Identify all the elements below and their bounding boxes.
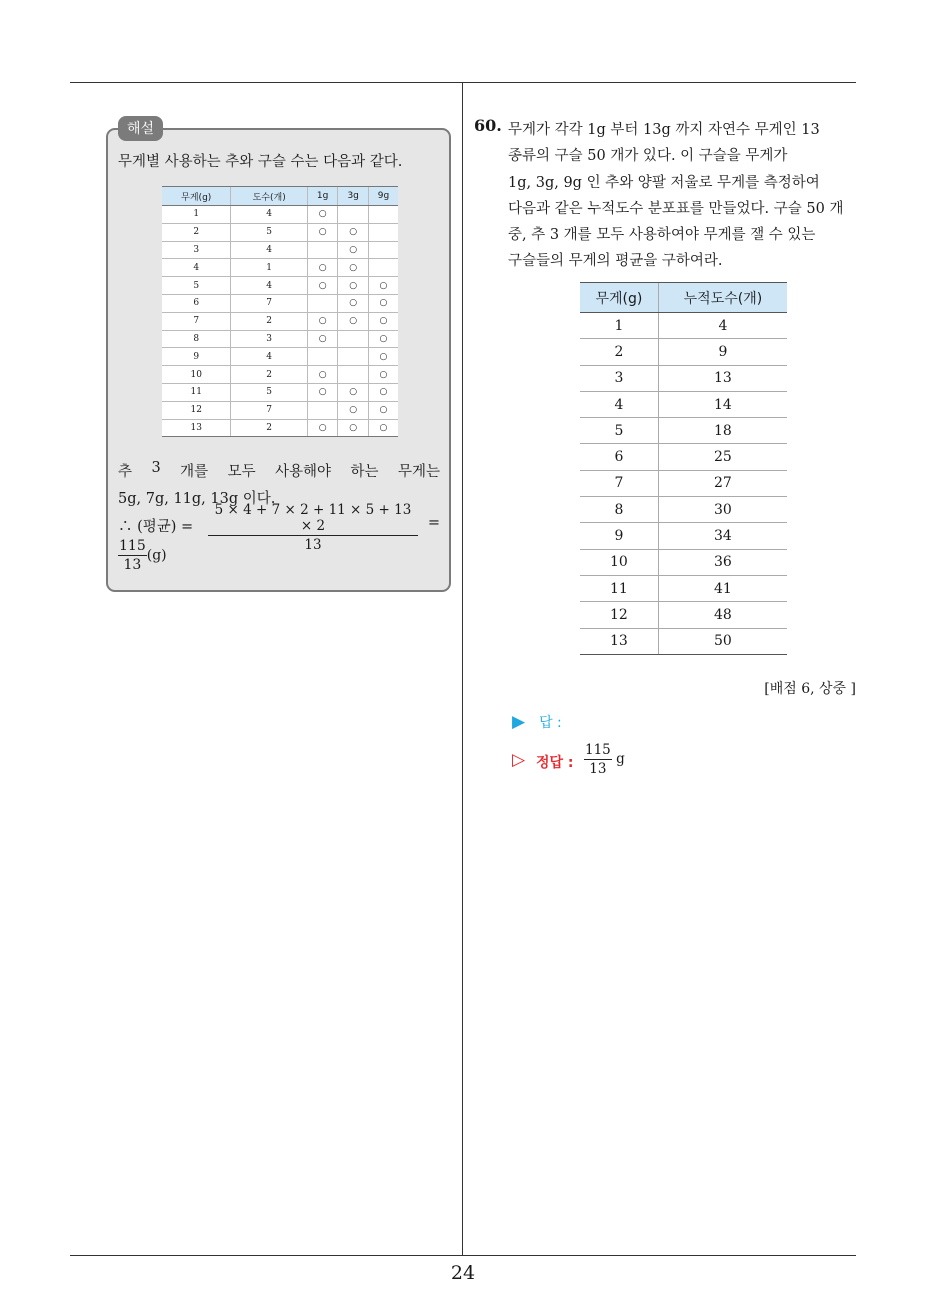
table-cell: ○ [307,366,338,384]
table-cell [307,294,338,312]
table-cell: 1 [162,206,231,224]
explanation-table-row [162,383,398,401]
explanation-table-header [162,187,398,206]
table-cell: 25 [658,444,787,470]
table-cell: 10 [580,549,658,575]
question-line: 1g, 3g, 9g 인 추와 양팔 저울로 무게를 측정하여 [508,174,820,191]
table-cell [338,348,369,366]
table-cell [368,241,398,259]
question-number: 60. [474,116,502,135]
table-cell: 9 [658,339,787,365]
table-cell: ○ [338,294,369,312]
table-cell: 6 [162,294,231,312]
explanation-table-row [162,241,398,259]
table-cell [338,330,369,348]
table-cell: 5 [231,223,307,241]
correct-fraction [584,742,612,777]
table-cell: 13 [162,419,231,437]
table-cell: ○ [338,419,369,437]
cumulative-table-row [580,365,787,391]
column-divider [462,83,463,1255]
explanation-table-row [162,419,398,437]
result-fraction [118,538,147,573]
table-cell: 30 [658,497,787,523]
explanation-table-row [162,401,398,419]
table-cell: 4 [580,391,658,417]
header-weight: 무게(g) [162,187,231,206]
table-cell: ○ [338,401,369,419]
cumulative-table-row [580,628,787,654]
correct-value [584,742,625,777]
table-cell: ○ [338,383,369,401]
table-cell: 7 [231,401,307,419]
header-9g: 9g [368,187,398,206]
header-3g: 3g [338,187,369,206]
explanation-table-row [162,312,398,330]
cumulative-table-row [580,497,787,523]
mean-equals: = [427,515,440,531]
mean-result [118,538,167,573]
table-cell: ○ [368,277,398,295]
table-cell [307,241,338,259]
table-cell: 2 [231,366,307,384]
question-line: 다음과 같은 누적도수 분포표를 만들었다. 구슬 50 개 [508,200,844,217]
table-cell: ○ [368,419,398,437]
table-cell: ○ [307,223,338,241]
word: 하는 [350,464,379,480]
explanation-tag: 해설 [118,116,163,141]
table-cell [338,366,369,384]
table-cell: ○ [307,312,338,330]
table-cell: 8 [162,330,231,348]
table-cell: 7 [162,312,231,330]
table-cell: 8 [580,497,658,523]
cumulative-table-row [580,339,787,365]
correct-denominator: 13 [589,761,607,777]
header-cumulative: 누적도수(개) [658,283,787,313]
outline-triangle-icon: ▷ [512,750,526,770]
table-cell: 2 [162,223,231,241]
correct-numerator: 115 [585,742,611,758]
table-cell: 4 [231,348,307,366]
cumulative-table-row [580,549,787,575]
explanation-table-row [162,366,398,384]
cumulative-table-row [580,470,787,496]
table-cell: 11 [580,575,658,601]
table-cell: ○ [368,294,398,312]
table-cell: ○ [368,383,398,401]
table-cell: 9 [580,523,658,549]
explanation-intro: 무게별 사용하는 추와 구슬 수는 다음과 같다. [118,154,403,170]
table-cell: 1 [580,313,658,339]
table-cell: 12 [580,602,658,628]
table-cell: ○ [338,241,369,259]
explanation-table-row [162,330,398,348]
result-unit: (g) [146,547,167,564]
score-info: [배점 6, 상중 ] [764,681,856,697]
table-cell: ○ [307,330,338,348]
cumulative-frequency-table [580,282,787,655]
top-rule [70,82,856,83]
table-cell: 50 [658,628,787,654]
mean-numerator: 5 × 4 + 7 × 2 + 11 × 5 + 13 × 2 [208,502,418,536]
table-cell: 4 [231,241,307,259]
table-cell: 5 [231,383,307,401]
explanation-table [162,186,398,437]
word: 모두 [227,464,256,480]
table-cell: 7 [580,470,658,496]
word: 개를 [180,464,209,480]
header-frequency: 도수(개) [231,187,307,206]
table-cell: ○ [338,259,369,277]
correct-unit: g [616,751,625,767]
question-line: 중, 추 3 개를 모두 사용하여야 무게를 잴 수 있는 [508,227,816,244]
table-cell [338,206,369,224]
answer-label: 답 : [539,715,562,731]
table-cell: ○ [307,206,338,224]
table-cell: 4 [658,313,787,339]
table-cell: 5 [162,277,231,295]
word: 사용해야 [275,464,332,480]
table-cell: ○ [338,312,369,330]
explanation-table-row [162,259,398,277]
explanation-line-2: 5g, 7g, 11g, 13g 이다. [118,491,276,507]
table-cell: 6 [580,444,658,470]
table-cell: 27 [658,470,787,496]
table-cell [368,259,398,277]
cumulative-table-row [580,418,787,444]
table-cell: 2 [231,312,307,330]
table-cell [307,401,338,419]
table-cell: 3 [580,365,658,391]
result-denominator: 13 [123,557,142,573]
explanation-table-row [162,348,398,366]
table-cell: ○ [338,277,369,295]
word: 추 [118,464,133,480]
page-number: 24 [450,1262,476,1284]
header-weight: 무게(g) [580,283,658,313]
question-text [508,117,860,275]
table-cell: 4 [231,277,307,295]
cumulative-table-row [580,313,787,339]
table-cell: 9 [162,348,231,366]
table-cell: 18 [658,418,787,444]
explanation-table-row [162,206,398,224]
explanation-line-1 [118,460,440,481]
table-cell: ○ [307,277,338,295]
mean-denominator: 13 [304,537,322,553]
bottom-rule [70,1255,856,1256]
explanation-table-row [162,223,398,241]
header-1g: 1g [307,187,338,206]
table-cell: ○ [368,348,398,366]
cumulative-table-row [580,444,787,470]
question-line: 구슬들의 무게의 평균을 구하여라. [508,253,723,270]
table-cell [307,348,338,366]
cumulative-table-header [580,283,787,313]
table-cell: 7 [231,294,307,312]
word: 무게는 [397,464,440,480]
table-cell: 3 [231,330,307,348]
table-cell [368,223,398,241]
table-cell: ○ [368,366,398,384]
table-cell: 2 [580,339,658,365]
table-cell: 36 [658,549,787,575]
explanation-table-row [162,294,398,312]
table-cell: ○ [338,223,369,241]
table-cell: 3 [162,241,231,259]
table-cell: 10 [162,366,231,384]
table-cell: 13 [580,628,658,654]
table-cell: 34 [658,523,787,549]
table-cell: ○ [307,259,338,277]
word: 3 [151,460,161,476]
cumulative-table-row [580,575,787,601]
play-triangle-icon: ▶ [512,712,526,732]
cumulative-table-row [580,523,787,549]
table-cell [368,206,398,224]
table-cell: 13 [658,365,787,391]
table-cell: 4 [162,259,231,277]
table-cell: 12 [162,401,231,419]
table-cell: 11 [162,383,231,401]
table-cell: 48 [658,602,787,628]
table-cell: 1 [231,259,307,277]
table-cell: 2 [231,419,307,437]
answer-row [512,712,562,732]
result-numerator: 115 [119,538,146,554]
table-cell: 14 [658,391,787,417]
table-cell: ○ [368,401,398,419]
cumulative-table-row [580,391,787,417]
mean-fraction [208,502,418,553]
table-cell: ○ [368,312,398,330]
table-cell: 41 [658,575,787,601]
mean-lhs: ∴ (평균) = [118,519,194,535]
correct-label: 정답 : [536,755,574,771]
question-line: 무게가 각각 1g 부터 13g 까지 자연수 무게인 13 [508,122,820,138]
cumulative-table-row [580,602,787,628]
table-cell: ○ [307,383,338,401]
question-line: 종류의 구슬 50 개가 있다. 이 구슬을 무게가 [508,148,788,165]
explanation-table-row [162,277,398,295]
table-cell: 4 [231,206,307,224]
table-cell: ○ [368,330,398,348]
table-cell: ○ [307,419,338,437]
table-cell: 5 [580,418,658,444]
